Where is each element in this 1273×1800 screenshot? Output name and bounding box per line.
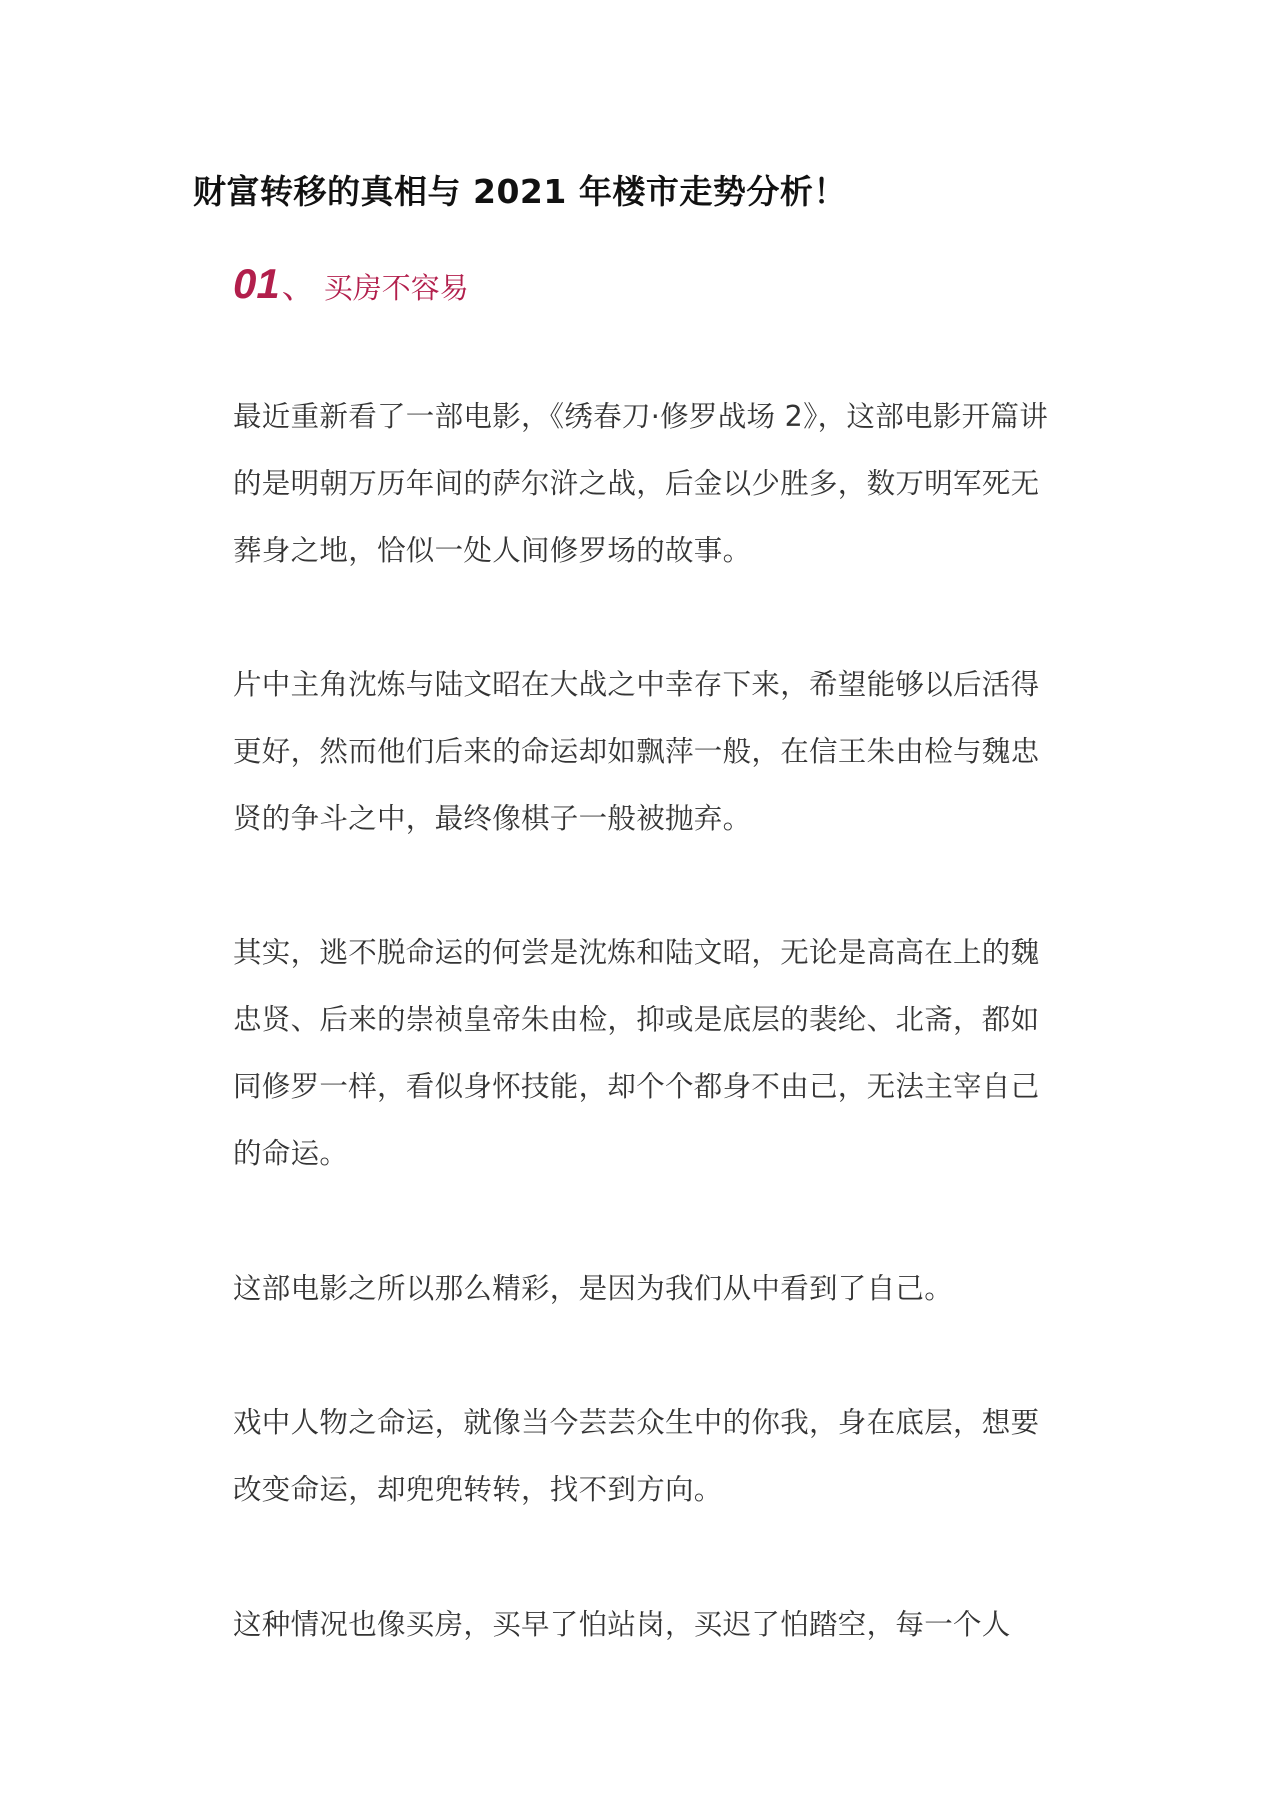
paragraph: 戏中人物之命运，就像当今芸芸众生中的你我，身在底层，想要改变命运，却兜兜转转，找不到方向。 xyxy=(233,1406,1040,1506)
paragraph: 这部电影之所以那么精彩，是因为我们从中看到了自己。 xyxy=(233,1272,954,1305)
section-label: 买房不容易 xyxy=(323,271,469,305)
section-number: 01 xyxy=(233,260,280,307)
paragraph: 片中主角沈炼与陆文昭在大战之中幸存下来，希望能够以后活得更好，然而他们后来的命运却如飘萍一般，在信王朱由检与魏忠贤的争斗之中，最终像棋子一般被抛弃。 xyxy=(233,668,1040,835)
section-separator: 、 xyxy=(281,267,316,307)
paragraph: 最近重新看了一部电影，《绣春刀·修罗战场 2》，这部电影开篇讲的是明朝万历年间的萨尔浒之战，后金以少胜多，数万明军死无葬身之地，恰似一处人间修罗场的故事。 xyxy=(233,400,1049,567)
article-title: 财富转移的真相与 2021 年楼市走势分析！ xyxy=(193,172,847,211)
paragraph: 这种情况也像买房，买早了怕站岗，买迟了怕踏空，每一个人 xyxy=(233,1608,1011,1641)
paragraph: 其实，逃不脱命运的何尝是沈炼和陆文昭，无论是高高在上的魏忠贤、后来的崇祯皇帝朱由检，抑或是底层的裴纶、北斋，都如同修罗一样，看似身怀技能，却个个都身不由己，无法主宰自己的命运。 xyxy=(233,936,1040,1170)
section-heading xyxy=(233,259,469,308)
